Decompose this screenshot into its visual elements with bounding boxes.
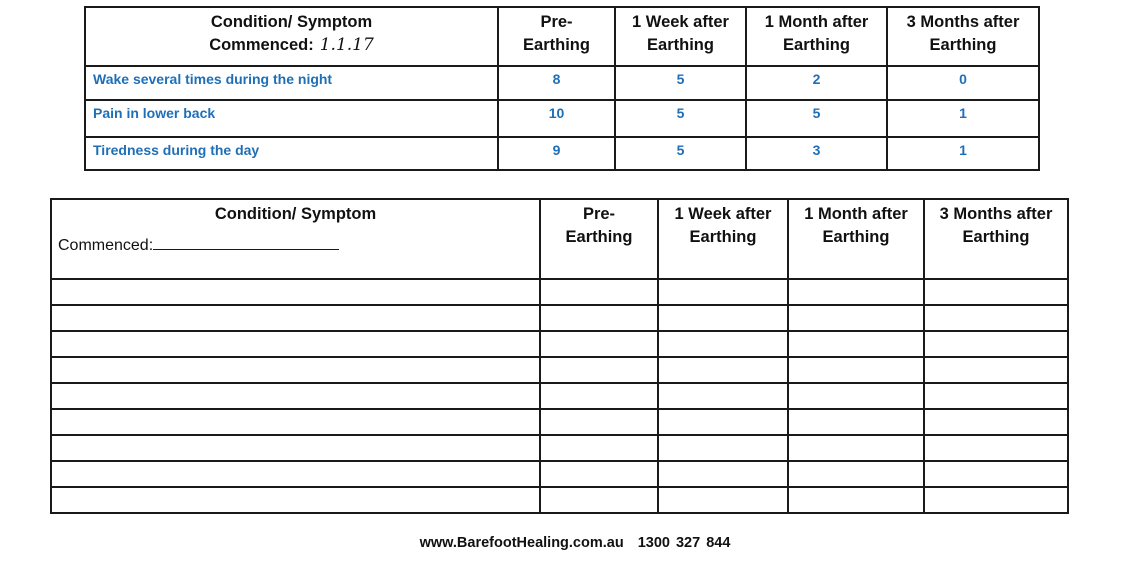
week-value: 5: [615, 66, 746, 100]
condition-header-label: Condition/ Symptom: [214, 205, 377, 223]
three-months-header: [924, 199, 1068, 279]
header-line: 1 Week after: [632, 13, 729, 31]
condition-header: [85, 7, 498, 66]
blank-pre-cell[interactable]: [540, 357, 658, 383]
month-value: 5: [746, 100, 887, 137]
symptom-cell: Pain in lower back: [85, 100, 498, 137]
blank-header-row: [51, 199, 1068, 279]
blank-symptom-cell[interactable]: [51, 279, 540, 305]
phone-number: 1300 327 844: [637, 535, 731, 551]
blank-symptom-cell[interactable]: [51, 487, 540, 513]
header-line: Pre-: [582, 205, 616, 223]
three-months-header: [887, 7, 1039, 66]
header-word: 1 Week: [674, 205, 732, 223]
header-line: Earthing: [647, 36, 714, 54]
pre-value: 8: [498, 66, 615, 100]
header-line: Earthing: [689, 228, 757, 246]
blank-symptom-cell[interactable]: [51, 435, 540, 461]
blank-symptom-cell[interactable]: [51, 383, 540, 409]
blank-month-cell[interactable]: [788, 435, 924, 461]
blank-three-months-cell[interactable]: [924, 461, 1068, 487]
header-line: [659, 203, 787, 226]
header-line: Earthing: [822, 228, 890, 246]
sample-symptom-table: [84, 6, 1040, 171]
blank-row: [51, 305, 1068, 331]
table-row: [85, 137, 1039, 170]
blank-pre-cell[interactable]: [540, 461, 658, 487]
blank-symptom-cell[interactable]: [51, 409, 540, 435]
blank-row: [51, 435, 1068, 461]
header-word: after: [735, 205, 772, 223]
website-link[interactable]: www.BarefootHealing.com.au: [419, 535, 624, 551]
header-line: Earthing: [523, 36, 590, 54]
header-line: Pre-: [540, 13, 573, 31]
week-value: 5: [615, 137, 746, 170]
pre-earthing-header: [498, 7, 615, 66]
blank-week-cell[interactable]: [658, 409, 788, 435]
month-value: 2: [746, 66, 887, 100]
header-line: Earthing: [565, 228, 633, 246]
header-line: 1 Month after: [764, 13, 869, 31]
blank-symptom-cell[interactable]: [51, 331, 540, 357]
blank-week-cell[interactable]: [658, 357, 788, 383]
blank-pre-cell[interactable]: [540, 383, 658, 409]
blank-pre-cell[interactable]: [540, 435, 658, 461]
blank-month-cell[interactable]: [788, 487, 924, 513]
blank-row: [51, 383, 1068, 409]
three-months-value: 1: [887, 137, 1039, 170]
blank-pre-cell[interactable]: [540, 279, 658, 305]
one-week-header: [615, 7, 746, 66]
blank-month-cell[interactable]: [788, 331, 924, 357]
blank-month-cell[interactable]: [788, 461, 924, 487]
blank-three-months-cell[interactable]: [924, 409, 1068, 435]
footer: [0, 535, 1123, 551]
header-line: Earthing: [783, 36, 850, 54]
condition-header: [51, 199, 540, 279]
pre-value: 10: [498, 100, 615, 137]
blank-pre-cell[interactable]: [540, 331, 658, 357]
sample-header-row: [85, 7, 1039, 66]
blank-row: [51, 357, 1068, 383]
one-week-header: [658, 199, 788, 279]
blank-week-cell[interactable]: [658, 279, 788, 305]
blank-month-cell[interactable]: [788, 279, 924, 305]
commenced-blank-line[interactable]: [153, 235, 339, 250]
blank-symptom-cell[interactable]: [51, 305, 540, 331]
three-months-value: 1: [887, 100, 1039, 137]
blank-week-cell[interactable]: [658, 383, 788, 409]
commenced-line: [86, 34, 497, 57]
blank-row: [51, 487, 1068, 513]
blank-week-cell[interactable]: [658, 305, 788, 331]
header-line: 3 Months after: [939, 205, 1053, 223]
pre-earthing-header: [540, 199, 658, 279]
commenced-label: Commenced:: [58, 237, 154, 254]
three-months-value: 0: [887, 66, 1039, 100]
blank-three-months-cell[interactable]: [924, 305, 1068, 331]
blank-row: [51, 279, 1068, 305]
pre-value: 9: [498, 137, 615, 170]
blank-three-months-cell[interactable]: [924, 279, 1068, 305]
blank-pre-cell[interactable]: [540, 409, 658, 435]
blank-row: [51, 409, 1068, 435]
blank-symptom-table: [50, 198, 1069, 514]
table-row: [85, 66, 1039, 100]
blank-three-months-cell[interactable]: [924, 331, 1068, 357]
blank-three-months-cell[interactable]: [924, 383, 1068, 409]
blank-month-cell[interactable]: [788, 409, 924, 435]
blank-three-months-cell[interactable]: [924, 435, 1068, 461]
blank-pre-cell[interactable]: [540, 487, 658, 513]
blank-month-cell[interactable]: [788, 357, 924, 383]
commenced-date: 1.1.17: [319, 35, 374, 55]
commenced-field[interactable]: [52, 234, 539, 257]
symptom-cell: Wake several times during the night: [85, 66, 498, 100]
blank-symptom-cell[interactable]: [51, 357, 540, 383]
header-line: Earthing: [929, 36, 997, 54]
symptom-cell: Tiredness during the day: [85, 137, 498, 170]
blank-month-cell[interactable]: [788, 305, 924, 331]
table-row: [85, 100, 1039, 137]
month-value: 3: [746, 137, 887, 170]
one-month-header: [746, 7, 887, 66]
header-line: 3 Months after: [906, 13, 1020, 31]
blank-row: [51, 331, 1068, 357]
blank-three-months-cell[interactable]: [924, 357, 1068, 383]
blank-symptom-cell[interactable]: [51, 461, 540, 487]
blank-three-months-cell[interactable]: [924, 487, 1068, 513]
blank-week-cell[interactable]: [658, 331, 788, 357]
blank-week-cell[interactable]: [658, 487, 788, 513]
one-month-header: [788, 199, 924, 279]
blank-pre-cell[interactable]: [540, 305, 658, 331]
header-line: 1 Month after: [804, 205, 908, 223]
blank-week-cell[interactable]: [658, 435, 788, 461]
week-value: 5: [615, 100, 746, 137]
blank-week-cell[interactable]: [658, 461, 788, 487]
commenced-label: Commenced:: [209, 36, 314, 54]
blank-month-cell[interactable]: [788, 383, 924, 409]
blank-row: [51, 461, 1068, 487]
condition-header-label: Condition/ Symptom: [210, 13, 373, 31]
header-line: Earthing: [962, 228, 1030, 246]
